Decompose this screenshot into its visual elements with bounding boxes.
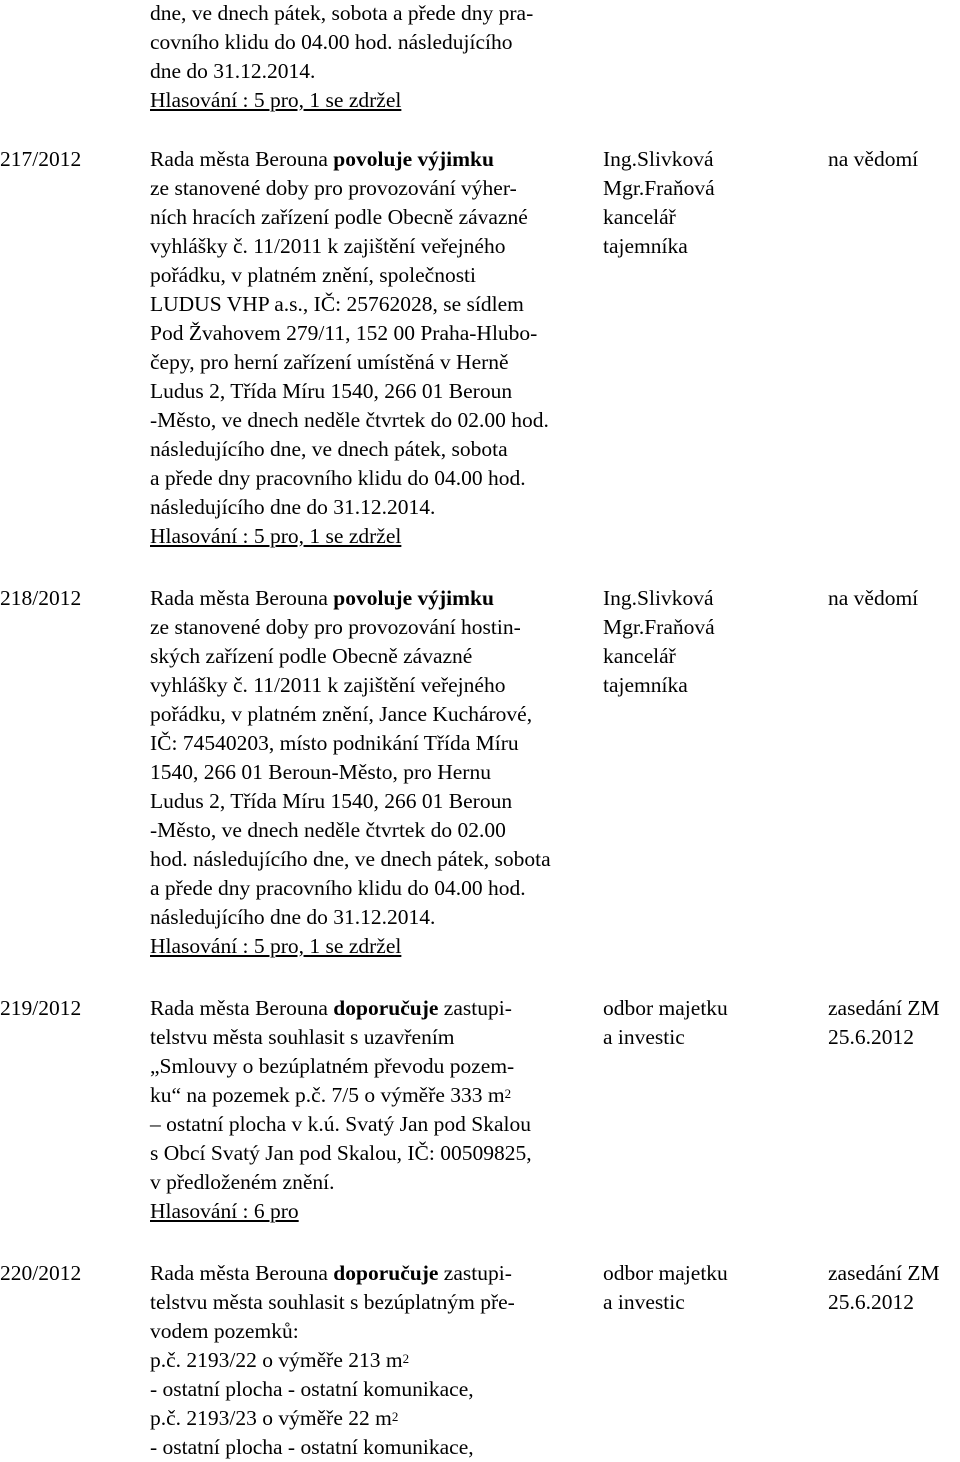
resolution-line: Ludus 2, Třída Míru 1540, 266 01 Beroun (150, 789, 513, 813)
responsible-line: tajemníka (603, 234, 688, 258)
resolution-line: 1540, 266 01 Beroun-Město, pro Hernu (150, 760, 491, 784)
resolution-line: telstvu města souhlasit s uzavřením (150, 1025, 455, 1049)
resolution-line: p.č. 2193/22 o výměře 213 $m^2$ (150, 1348, 410, 1372)
status-line: na vědomí (828, 147, 919, 171)
resolution-verb: povoluje výjimku (333, 147, 494, 171)
superscript: 2 (391, 1409, 399, 1424)
status-line: na vědomí (828, 586, 919, 610)
responsible-line: Mgr.Fraňová (603, 615, 715, 639)
intro-line: dne do 31.12.2014. (150, 59, 316, 83)
resolution-lead: Rada města Berouna povoluje výjimku (150, 586, 494, 610)
status-line: 25.6.2012 (828, 1025, 914, 1049)
intro-line: dne, ve dnech pátek, sobota a přede dny pra- (150, 1, 534, 25)
responsible-line: a investic (603, 1025, 685, 1049)
resolution-line: ze stanovené doby pro provozování hostin- (150, 615, 521, 639)
resolution-line: vyhlášky č. 11/2011 k zajištění veřejného (150, 673, 506, 697)
resolution-line: ských zařízení podle Obecně závazné (150, 644, 473, 668)
resolution-line: IČ: 74540203, místo podnikání Třída Míru (150, 731, 519, 755)
resolution-line: ze stanovené doby pro provozování výher- (150, 176, 517, 200)
resolution-line: p.č. 2193/23 o výměře 22 $m^2$ (150, 1406, 399, 1430)
responsible-line: Mgr.Fraňová (603, 176, 715, 200)
resolution-line: následujícího dne do 31.12.2014. (150, 905, 436, 929)
resolution-line: - ostatní plocha - ostatní komunikace, (150, 1377, 474, 1401)
responsible-line: a investic (603, 1290, 685, 1314)
status-line: zasedání ZM (828, 996, 940, 1020)
responsible-line: kancelář (603, 205, 676, 229)
resolution-line: ních hracích zařízení podle Obecně závazné (150, 205, 528, 229)
responsible-line: odbor majetku (603, 996, 728, 1020)
resolution-line: Ludus 2, Třída Míru 1540, 266 01 Beroun (150, 379, 513, 403)
intro-line: covního klidu do 04.00 hod. následujícího (150, 30, 513, 54)
resolution-verb: doporučuje (333, 1261, 439, 1285)
superscript: 2 (402, 1351, 410, 1366)
resolution-verb: povoluje výjimku (333, 586, 494, 610)
resolution-line: s Obcí Svatý Jan pod Skalou, IČ: 00509825, (150, 1141, 532, 1165)
resolution-number: 220/2012 (0, 1261, 82, 1285)
responsible-line: Ing.Slivková (603, 586, 714, 610)
resolution-line: Pod Žvahovem 279/11, 152 00 Praha-Hlubo- (150, 321, 538, 345)
resolution-line: -Město, ve dnech neděle čtvrtek do 02.00 hod. (150, 408, 549, 432)
resolution-line: pořádku, v platném znění, Jance Kuchárové, (150, 702, 533, 726)
resolution-line: „Smlouvy o bezúplatném převodu pozem- (150, 1054, 515, 1078)
resolution-lead: Rada města Berouna doporučuje zastupi- (150, 996, 512, 1020)
resolution-number: 218/2012 (0, 586, 82, 610)
resolution-number: 217/2012 (0, 147, 82, 171)
resolution-line: - ostatní plocha - ostatní komunikace, (150, 1435, 474, 1459)
status-line: zasedání ZM (828, 1261, 940, 1285)
intro-vote: Hlasování : 5 pro, 1 se zdržel (150, 88, 402, 112)
resolution-vote: Hlasování : 6 pro (150, 1199, 299, 1223)
resolution-line: -Město, ve dnech neděle čtvrtek do 02.00 (150, 818, 506, 842)
resolution-number: 219/2012 (0, 996, 82, 1020)
status-line: 25.6.2012 (828, 1290, 914, 1314)
resolution-line: ku“ na pozemek p.č. 7/5 o výměře 333 $m^2$ (150, 1083, 512, 1107)
resolution-line: telstvu města souhlasit s bezúplatným pře- (150, 1290, 515, 1314)
resolution-verb: doporučuje (333, 996, 439, 1020)
superscript: 2 (504, 1086, 512, 1101)
resolution-line: čepy, pro herní zařízení umístěná v Herně (150, 350, 509, 374)
resolution-line: následujícího dne do 31.12.2014. (150, 495, 436, 519)
resolution-line: LUDUS VHP a.s., IČ: 25762028, se sídlem (150, 292, 524, 316)
resolution-line: a přede dny pracovního klidu do 04.00 hod. (150, 466, 526, 490)
resolution-line: v předloženém znění. (150, 1170, 335, 1194)
resolution-vote: Hlasování : 5 pro, 1 se zdržel (150, 524, 402, 548)
resolution-line: vodem pozemků: (150, 1319, 299, 1343)
resolution-line: následujícího dne, ve dnech pátek, sobota (150, 437, 508, 461)
responsible-line: tajemníka (603, 673, 688, 697)
resolution-vote: Hlasování : 5 pro, 1 se zdržel (150, 934, 402, 958)
resolution-line: pořádku, v platném znění, společnosti (150, 263, 477, 287)
resolution-line: vyhlášky č. 11/2011 k zajištění veřejného (150, 234, 506, 258)
responsible-line: kancelář (603, 644, 676, 668)
resolution-line: hod. následujícího dne, ve dnech pátek, sobota (150, 847, 551, 871)
responsible-line: odbor majetku (603, 1261, 728, 1285)
resolution-line: – ostatní plocha v k.ú. Svatý Jan pod Skalou (150, 1112, 531, 1136)
resolution-line: a přede dny pracovního klidu do 04.00 hod. (150, 876, 526, 900)
resolution-lead: Rada města Berouna doporučuje zastupi- (150, 1261, 512, 1285)
resolution-lead: Rada města Berouna povoluje výjimku (150, 147, 494, 171)
responsible-line: Ing.Slivková (603, 147, 714, 171)
